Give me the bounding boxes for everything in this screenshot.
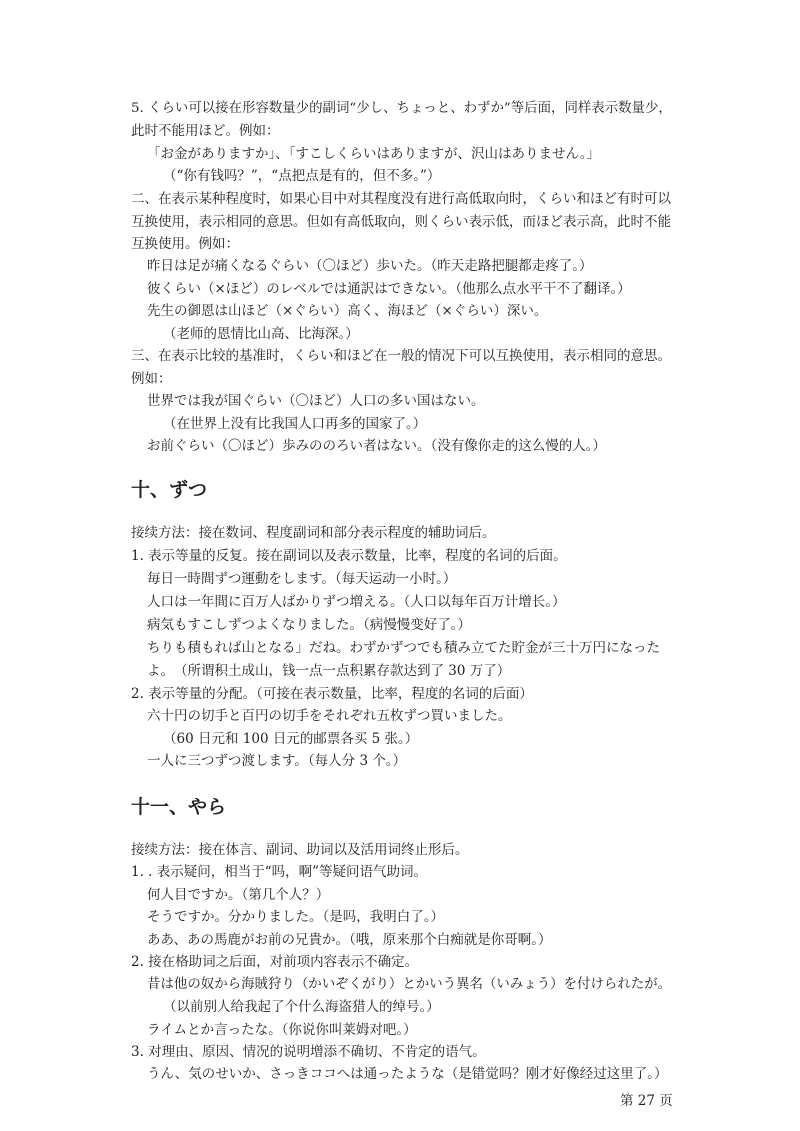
text-line: 一人に三つずつ渡します。（每人分 3 个。） bbox=[147, 753, 407, 769]
text-line: 先生の御恩は山ほど（×ぐらい）高く、海ほど（×ぐらい）深い。 bbox=[147, 303, 548, 319]
text-line: （在世界上没有比我国人口再多的国家了。） bbox=[163, 416, 427, 432]
text-line: 昨日は足が痛くなるぐらい（〇ほど）歩いた。（昨天走路把腿都走疼了。） bbox=[147, 258, 593, 274]
text-line: 此时不能用ほど。例如： bbox=[131, 123, 280, 139]
text-line: ライムとか言ったな。（你说你叫莱姆对吧。） bbox=[147, 1022, 417, 1038]
text-line: そうですか。分かりました。（是吗，我明白了。） bbox=[147, 909, 444, 925]
text-line: （以前别人给我起了个什么海盗猎人的绰号。） bbox=[163, 999, 440, 1015]
text-line: ああ、あの馬鹿がお前の兄貴か。（哦，原来那个白痴就是你哥啊。） bbox=[147, 932, 552, 948]
text-line: 2. 表示等量的分配。（可接在表示数量，比率，程度的名词的后面） bbox=[131, 686, 533, 702]
text-line: お前ぐらい（〇ほど）歩みののろい者はない。（没有像你走的这么慢的人。） bbox=[147, 438, 606, 454]
text-line: 六十円の切手と百円の切手をそれぞれ五枚ずつ買いました。 bbox=[147, 708, 512, 724]
text-line: うん、気のせいか、さっきココへは通ったような（是错觉吗？刚才好像经过这里了。） bbox=[147, 1066, 668, 1082]
text-line: （老师的恩情比山高、比海深。） bbox=[163, 326, 359, 342]
text-line: 毎日一時間ずつ運動をします。（每天运动一小时。） bbox=[147, 571, 457, 587]
text-line: 三、在表示比较的基准时，くらい和ほど在一般的情况下可以互换使用，表示相同的意思。 bbox=[131, 348, 671, 364]
text-line: 5. くらい可以接在形容数量少的副词“少し、ちょっと、わずか”等后面，同样表示数量少， bbox=[131, 101, 672, 116]
text-line: 世界では我が国ぐらい（〇ほど）人口の多い国はない。 bbox=[147, 393, 485, 409]
text-line: 2. 接在格助词之后面，对前项内容表示不确定。 bbox=[131, 954, 419, 970]
text-line: 「お金がありますか」、「すこしくらいはありますが、沢山はありません。」 bbox=[147, 146, 601, 162]
page-number: 第 27 页 bbox=[620, 1093, 673, 1109]
section-heading: 十、ずつ bbox=[131, 479, 208, 501]
text-line: 1. 表示等量的反复。接在副词以及表示数量，比率，程度的名词的后面。 bbox=[131, 548, 567, 564]
text-line: 互换使用，表示相同的意思。但如有高低取向，则くらい表示低，而ほど表示高，此时不能 bbox=[131, 214, 671, 230]
text-line: 例如： bbox=[131, 371, 172, 387]
text-line: よ。 （所谓积土成山，钱一点一点积累存款达到了 30 万了） bbox=[147, 663, 511, 679]
section-heading: 十一、やら bbox=[131, 796, 227, 818]
text-line: 病気もすこしずつよくなりました。（病慢慢变好了。） bbox=[147, 617, 471, 633]
text-line: （60 日元和 100 日元的邮票各买 5 张。） bbox=[163, 731, 419, 747]
text-line: （“你有钱吗？”，“点把点是有的，但不多。”） bbox=[163, 168, 441, 184]
text-line: 1. . 表示疑问，相当于“吗，啊”等疑问语气助词。 bbox=[131, 864, 428, 880]
text-line: 人口は一年間に百万人ばかりずつ増える。（人口以每年百万计增长。） bbox=[147, 594, 566, 610]
text-line: 接续方法：接在体言、副词、助词以及活用词终止形后。 bbox=[131, 842, 469, 858]
text-line: ちりも積もれば山となる」だね。わずかずつでも積み立てた貯金が三十万円になった bbox=[147, 640, 660, 656]
text-line: 3. 对理由、原因、情况的说明增添不确切、不肯定的语气。 bbox=[131, 1044, 486, 1060]
text-line: 彼くらい（×ほど）のレベルでは通訳はできない。（他那么点水平干不了翻译。） bbox=[147, 281, 631, 297]
text-line: 二、在表示某种程度时，如果心目中对其程度没有进行高低取向时，くらい和ほど有时可以 bbox=[131, 191, 671, 207]
text-line: 昔は他の奴から海賊狩り（かいぞくがり）とかいう異名（いみょう）を付けられたが。 bbox=[147, 977, 672, 992]
text-line: 接续方法：接在数词、程度副词和部分表示程度的辅助词后。 bbox=[131, 525, 496, 541]
text-line: 互换使用。例如： bbox=[131, 236, 239, 252]
text-line: 何人目ですか。（第几个人？） bbox=[147, 887, 330, 903]
